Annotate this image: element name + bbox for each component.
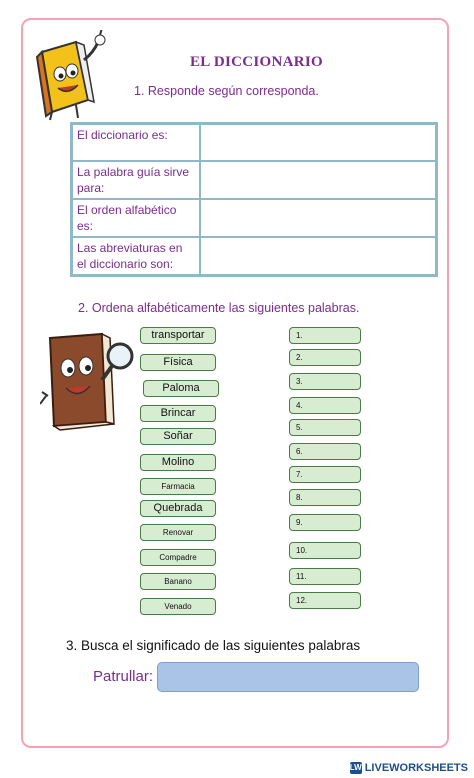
word-tile-banano[interactable]: Banano [140,573,216,590]
answer-slot-7[interactable]: 7. [289,466,361,483]
answer-slot-10[interactable]: 10. [289,542,361,559]
word-tile-venado[interactable]: Venado [140,598,216,615]
table-row [72,199,437,237]
answer-slot-6[interactable]: 6. [289,443,361,460]
answer-slot-9[interactable]: 9. [289,514,361,531]
table-row [72,237,437,276]
liveworksheets-logo-icon: LW [349,763,362,772]
table-cell-label: El diccionario es: [72,124,201,161]
table-row [72,124,437,161]
answer-field[interactable] [200,124,437,161]
word-tile-fisica[interactable]: Física [140,354,216,371]
word-tile-quebrada[interactable]: Quebrada [140,500,216,517]
word-tile-renovar[interactable]: Renovar [140,524,216,541]
table-cell-label: El orden alfabético es: [72,199,201,237]
answer-field[interactable] [200,199,437,237]
patrullar-answer-input[interactable] [157,662,419,692]
word-tile-sonar[interactable]: Soñar [140,428,216,445]
answer-field[interactable] [200,161,437,199]
definitions-table [70,122,438,277]
patrullar-label: Patrullar: [93,668,154,685]
word-tile-brincar[interactable]: Brincar [140,405,216,422]
liveworksheets-brand: LIVEWORKSHEETS [364,762,468,774]
table-cell-label: La palabra guía sirve para: [72,161,201,199]
word-tile-compadre[interactable]: Compadre [140,549,216,566]
word-tile-paloma[interactable]: Paloma [143,380,219,397]
book-mascot-pointing-icon [34,30,114,122]
word-tile-transportar[interactable]: transportar [140,327,216,344]
answer-slot-8[interactable]: 8. [289,489,361,506]
table-row [72,161,437,199]
question-1-prompt: 1. Responde según corresponda. [134,84,319,98]
answer-slot-2[interactable]: 2. [289,349,361,366]
answer-slot-11[interactable]: 11. [289,568,361,585]
question-2-prompt: 2. Ordena alfabéticamente las siguientes palabras. [78,301,360,315]
answer-field[interactable] [200,237,437,276]
book-magnifier-mascot-icon [40,326,136,436]
word-tile-farmacia[interactable]: Farmacia [140,478,216,495]
word-tile-molino[interactable]: Molino [140,454,216,471]
answer-slot-5[interactable]: 5. [289,419,361,436]
answer-slot-4[interactable]: 4. [289,397,361,414]
answer-slot-3[interactable]: 3. [289,373,361,390]
liveworksheets-watermark [350,762,468,774]
question-3-prompt: 3. Busca el significado de las siguientes palabras [66,638,361,653]
answer-slot-1[interactable]: 1. [289,327,361,344]
answer-slot-12[interactable]: 12. [289,592,361,609]
page-title: EL DICCIONARIO [190,54,323,70]
table-cell-label: Las abreviaturas en el diccionario son: [72,237,201,276]
